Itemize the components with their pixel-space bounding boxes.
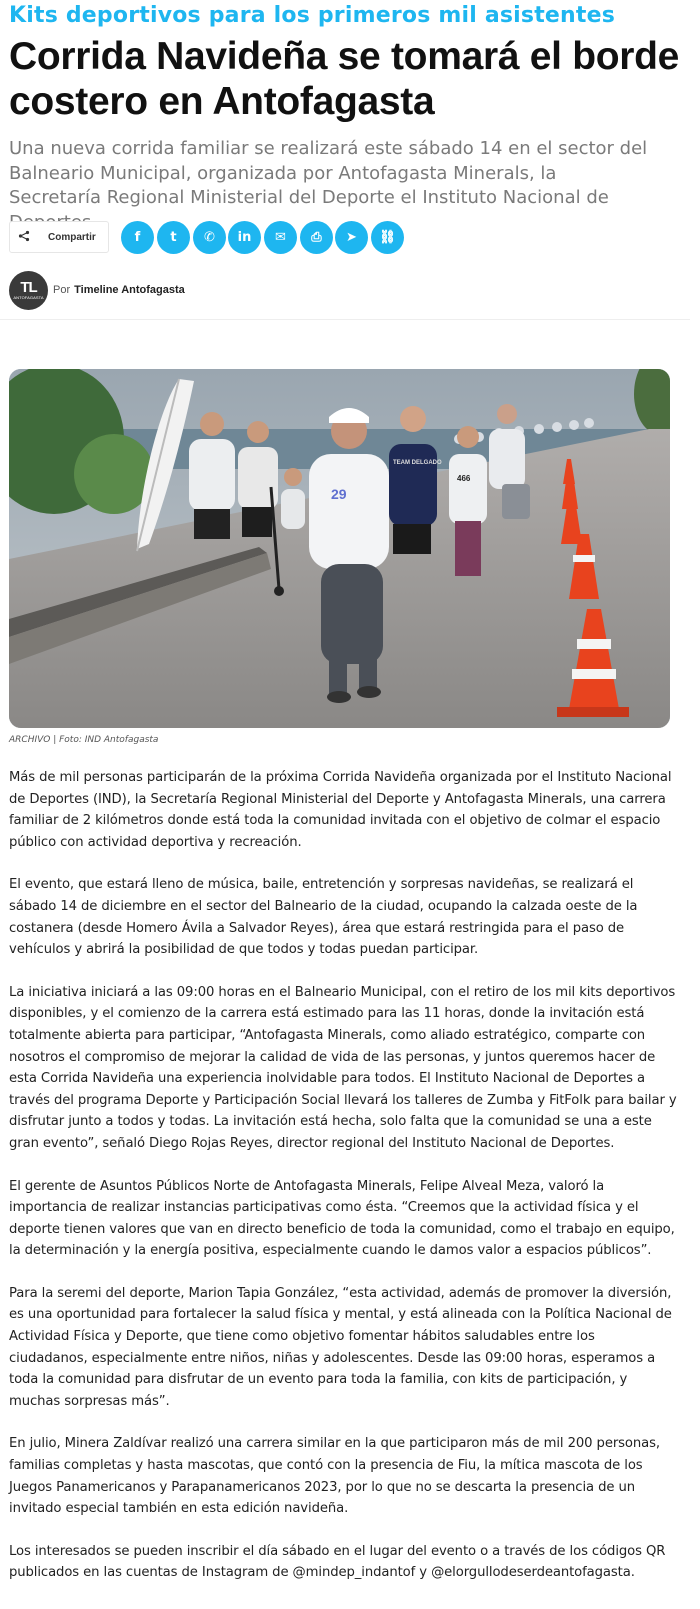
facebook-share-button[interactable] [121, 221, 154, 254]
body-paragraph: La iniciativa iniciará a las 09:00 horas en el Balneario Municipal, con el retiro de los mil kits deportivos disponibles, y el comienzo de la carrera está estimado para las 11 horas, donde la invitación está totalmente abierta para participar, “Antofagasta Minerals, como aliado estratégico, comparte con nosotros el compromiso de mejorar la calidad de vida de las personas, y juntos queremos hacer de esta Corrida Navideña una experiencia inolvidable para todos. El Instituto Nacional de Deportes a través del programa Deporte y Participación Social llevará los talleres de Zumba y FitFolk para bailar y disfrutar junto a todos y todas. La invitación está hecha, solo falta que la comunidad se una a este gran evento”, señaló Diego Rojas Reyes, director regional del Instituto Nacional de Deportes. [9, 984, 677, 1151]
article-kicker: Kits deportivos para los primeros mil asistentes [9, 3, 616, 28]
body-paragraph: Los interesados se pueden inscribir el día sábado en el lugar del evento o a través de los códigos QR publicados en las cuentas de Instagram de @mindep_indantof y @elorgullodeserdeantofagasta. [9, 1543, 666, 1581]
body-paragraph: El evento, que estará lleno de música, baile, entretención y sorpresas navideñas, se realizará el sábado 14 de diciembre en el sector del Balneario de la ciudad, ocupando la calzada oeste de la costanera (desde Homero Ávila a Salvador Reyes), área que estará restringida para el paso de vehículos y abrirá la posibilidad de que todos y todas puedan participar. [9, 877, 638, 958]
article-photo [9, 369, 670, 728]
author-avatar[interactable] [9, 271, 48, 310]
header-divider [0, 319, 690, 320]
shirt-text: TEAM DELGADO [393, 460, 442, 466]
whatsapp-share-button[interactable] [193, 221, 226, 254]
link-icon: ⛓ [379, 230, 396, 245]
twitter-icon: t [170, 230, 177, 245]
copy-link-button[interactable] [371, 221, 404, 254]
author-by-label: Por [53, 284, 71, 296]
bib-number: 29 [331, 486, 347, 502]
article-body [9, 767, 677, 1605]
print-button[interactable] [300, 221, 333, 254]
body-paragraph: El gerente de Asuntos Públicos Norte de Antofagasta Minerals, Felipe Alveal Meza, valoró la importancia de realizar instancias participativas como ésta. “Creemos que la actividad física y el deporte tienen valores que van en directo beneficio de toda la comunidad, como el trabajo en equipo, la determinación y la energía positiva, especialmente cuando le damos valor a espacios públicos”. [9, 1178, 675, 1259]
share-icon [10, 230, 38, 245]
body-paragraph: En julio, Minera Zaldívar realizó una carrera similar en la que participaron más de mil 200 personas, familias completas y hasta mascotas, que contó con la presencia de Fiu, la mítica mascota de los Juegos Panamericanos y Parapanamericanos 2023, por lo que no se descarta la presencia de un invitado especial también en esta edición navideña. [9, 1436, 661, 1517]
body-paragraph: Más de mil personas participarán de la próxima Corrida Navideña organizada por el Instituto Nacional de Deportes (IND), la Secretaría Regional Ministerial del Deporte y Antofagasta Minerals, una carrera familiar de 2 kilómetros donde está toda la comunidad invitada con el objetivo de colmar el espacio público con actividad deportiva y recreación. [9, 770, 672, 850]
body-paragraph: Para la seremi del deporte, Marion Tapia González, “esta actividad, además de promover la diversión, es una oportunidad para fortalecer la salud física y mental, y está alineada con la Política Nacional de Actividad Física y Deporte, que tiene como objetivo fomentar hábitos saludables entre los ciudadanos, especialmente entre niños, niñas y adolescentes. Desde las 09:00 horas, esperamos a toda la comunidad para disfrutar de un evento para toda la familia, con kits de participación, y muchas sorpresas más”. [9, 1285, 672, 1409]
telegram-share-button[interactable] [335, 221, 368, 254]
telegram-icon: ➤ [346, 230, 357, 245]
photo-caption: ARCHIVO | Foto: IND Antofagasta [9, 735, 159, 745]
linkedin-share-button[interactable] [228, 221, 261, 254]
article-dek: Una nueva corrida familiar se realizará este sábado 14 en el sector del Balneario Municipal, organizada por Antofagasta Minerals, la Secretaría Regional Ministerial del Deporte el Instituto Nacional de [9, 138, 648, 208]
bib-number-2: 466 [457, 474, 471, 483]
print-icon: ⎙ [311, 230, 322, 245]
linkedin-icon: in [237, 230, 252, 245]
share-bar [9, 221, 687, 255]
whatsapp-icon: ✆ [204, 230, 215, 245]
avatar-logo: TL [20, 278, 37, 296]
avatar-subtitle: ANTOFAGASTA [13, 294, 44, 300]
author-name-link[interactable]: Timeline Antofagasta [74, 284, 185, 296]
author-byline [9, 270, 185, 310]
email-icon: ✉ [275, 230, 286, 245]
twitter-share-button[interactable] [157, 221, 190, 254]
email-share-button[interactable] [264, 221, 297, 254]
share-label: Compartir [48, 231, 96, 243]
runners-photo [9, 369, 670, 728]
article-headline: Corrida Navideña se tomará el borde costero en Antofagasta [9, 35, 680, 123]
share-button[interactable] [9, 221, 109, 253]
facebook-icon: f [134, 230, 141, 245]
